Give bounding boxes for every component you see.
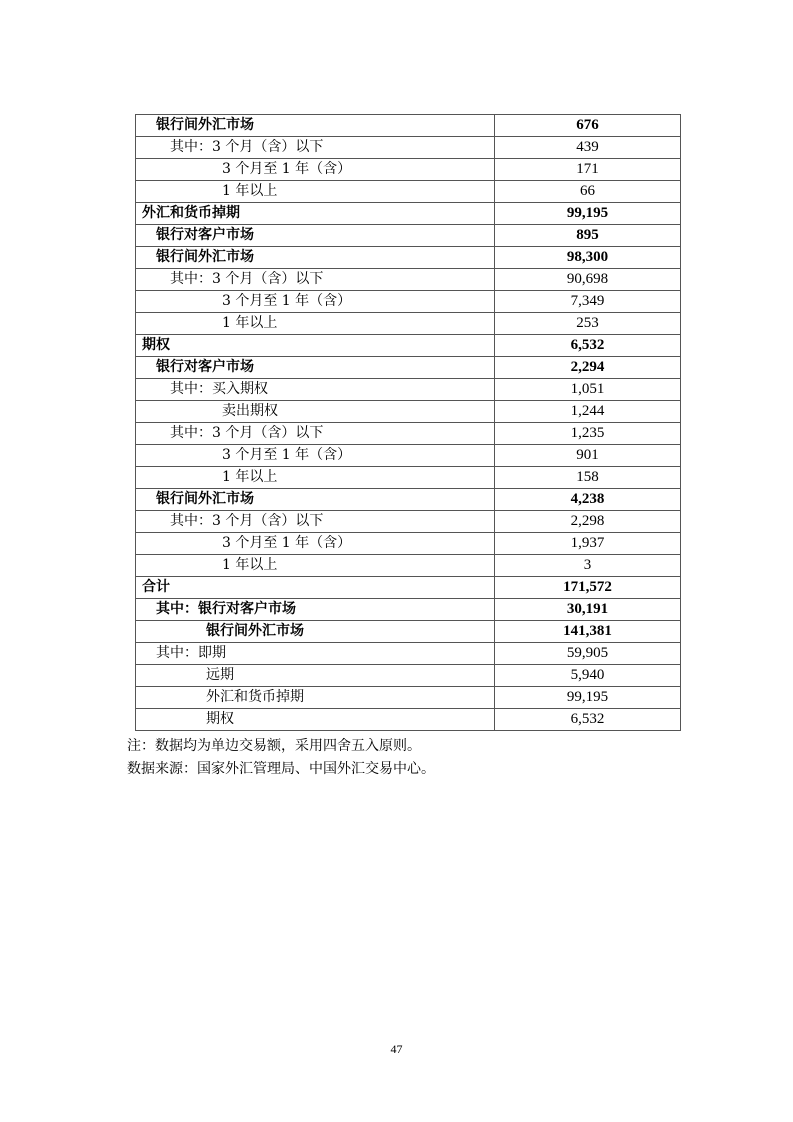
row-label: 3 个月至 1 年（含） [136, 159, 495, 181]
table-row [136, 203, 681, 225]
table-row [136, 511, 681, 533]
row-label: 卖出期权 [136, 401, 495, 423]
row-value: 66 [495, 181, 681, 203]
row-value: 5,940 [495, 665, 681, 687]
table-row [136, 665, 681, 687]
row-label: 1 年以上 [136, 181, 495, 203]
table-row [136, 247, 681, 269]
row-value: 1,235 [495, 423, 681, 445]
row-label: 银行对客户市场 [136, 225, 495, 247]
table-row [136, 357, 681, 379]
row-label: 3 个月至 1 年（含） [136, 291, 495, 313]
row-value: 901 [495, 445, 681, 467]
row-label: 期权 [136, 335, 495, 357]
row-label: 银行间外汇市场 [136, 247, 495, 269]
row-value: 6,532 [495, 335, 681, 357]
table-row [136, 401, 681, 423]
row-label: 外汇和货币掉期 [136, 687, 495, 709]
row-label: 其中：3 个月（含）以下 [136, 269, 495, 291]
table-row [136, 313, 681, 335]
row-label: 远期 [136, 665, 495, 687]
row-value: 6,532 [495, 709, 681, 731]
row-label: 其中：3 个月（含）以下 [136, 423, 495, 445]
row-label: 期权 [136, 709, 495, 731]
row-value: 3 [495, 555, 681, 577]
table-notes [127, 735, 435, 781]
row-label: 其中：3 个月（含）以下 [136, 137, 495, 159]
table-row [136, 423, 681, 445]
row-value: 1,937 [495, 533, 681, 555]
row-value: 2,294 [495, 357, 681, 379]
table-row [136, 269, 681, 291]
table-row [136, 225, 681, 247]
table-row [136, 181, 681, 203]
table-row [136, 555, 681, 577]
table-row [136, 533, 681, 555]
row-label: 其中：3 个月（含）以下 [136, 511, 495, 533]
table-row [136, 643, 681, 665]
table-row [136, 599, 681, 621]
row-value: 253 [495, 313, 681, 335]
source-text: 数据来源：国家外汇管理局、中国外汇交易中心。 [127, 761, 435, 777]
row-label: 银行间外汇市场 [136, 621, 495, 643]
table-body [136, 115, 681, 731]
row-value: 171,572 [495, 577, 681, 599]
row-value: 2,298 [495, 511, 681, 533]
row-label: 合计 [136, 577, 495, 599]
row-value: 90,698 [495, 269, 681, 291]
row-value: 141,381 [495, 621, 681, 643]
row-label: 其中：银行对客户市场 [136, 599, 495, 621]
row-label: 外汇和货币掉期 [136, 203, 495, 225]
table-row [136, 335, 681, 357]
row-value: 4,238 [495, 489, 681, 511]
row-value: 30,191 [495, 599, 681, 621]
row-label: 银行对客户市场 [136, 357, 495, 379]
row-value: 7,349 [495, 291, 681, 313]
table-row [136, 577, 681, 599]
table-row [136, 445, 681, 467]
row-label: 银行间外汇市场 [136, 115, 495, 137]
table-row [136, 159, 681, 181]
row-value: 676 [495, 115, 681, 137]
row-value: 98,300 [495, 247, 681, 269]
table-row [136, 709, 681, 731]
table-row [136, 467, 681, 489]
table-row [136, 137, 681, 159]
row-value: 1,244 [495, 401, 681, 423]
page-number: 47 [390, 1042, 403, 1056]
row-label: 其中：买入期权 [136, 379, 495, 401]
table-row [136, 115, 681, 137]
row-label: 银行间外汇市场 [136, 489, 495, 511]
row-value: 99,195 [495, 687, 681, 709]
row-label: 其中：即期 [136, 643, 495, 665]
table-row [136, 687, 681, 709]
row-value: 171 [495, 159, 681, 181]
row-value: 158 [495, 467, 681, 489]
table-row [136, 291, 681, 313]
table-row [136, 489, 681, 511]
note-text: 注：数据均为单边交易额，采用四舍五入原则。 [127, 738, 421, 754]
row-label: 1 年以上 [136, 555, 495, 577]
row-label: 3 个月至 1 年（含） [136, 533, 495, 555]
row-value: 59,905 [495, 643, 681, 665]
row-value: 99,195 [495, 203, 681, 225]
row-label: 1 年以上 [136, 313, 495, 335]
table-row [136, 621, 681, 643]
row-label: 3 个月至 1 年（含） [136, 445, 495, 467]
row-value: 439 [495, 137, 681, 159]
fx-volume-table [135, 114, 681, 731]
table-row [136, 379, 681, 401]
row-label: 1 年以上 [136, 467, 495, 489]
row-value: 1,051 [495, 379, 681, 401]
row-value: 895 [495, 225, 681, 247]
